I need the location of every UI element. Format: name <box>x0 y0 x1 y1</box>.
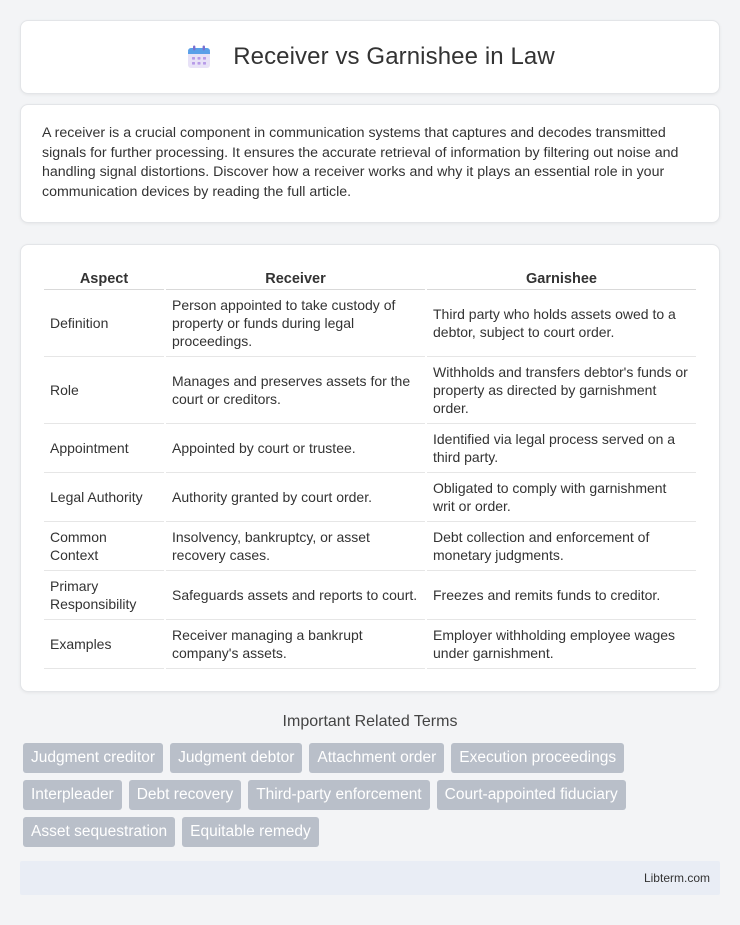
table-row <box>44 571 696 620</box>
tag-attachment-order[interactable]: Attachment order <box>309 743 444 773</box>
tag-execution-proceedings[interactable]: Execution proceedings <box>451 743 624 773</box>
cell-aspect: Examples <box>44 620 164 669</box>
tag-judgment-creditor[interactable]: Judgment creditor <box>23 743 163 773</box>
cell-receiver: Receiver managing a bankrupt company's assets. <box>166 620 425 669</box>
cell-garnishee: Identified via legal process served on a third party. <box>427 424 696 473</box>
cell-garnishee: Withholds and transfers debtor's funds or property as directed by garnishment order. <box>427 357 696 424</box>
cell-aspect: Definition <box>44 290 164 357</box>
table-row <box>44 357 696 424</box>
cell-aspect: Common Context <box>44 522 164 571</box>
comparison-table <box>42 265 698 669</box>
tag-asset-sequestration[interactable]: Asset sequestration <box>23 817 175 847</box>
related-terms-title: Important Related Terms <box>282 713 458 730</box>
tag-interpleader[interactable]: Interpleader <box>23 780 122 810</box>
footer <box>20 861 720 895</box>
cell-garnishee: Third party who holds assets owed to a debtor, subject to court order. <box>427 290 696 357</box>
intro-card <box>20 104 720 223</box>
tag-court-appointed-fiduciary[interactable]: Court-appointed fiduciary <box>437 780 626 810</box>
intro-text: A receiver is a crucial component in communication systems that captures and decodes transmitted signals for further processing. It ensures the accurate retrieval of information by filtering out noise and handling signal distortions. Discover how a receiver works and why it plays an essential role in your communication devices by reading the full article. <box>42 125 679 200</box>
header-card <box>20 20 720 94</box>
footer-site-link[interactable]: Libterm.com <box>643 871 710 885</box>
cell-garnishee: Debt collection and enforcement of monetary judgments. <box>427 522 696 571</box>
table-row <box>44 290 696 357</box>
cell-aspect: Legal Authority <box>44 473 164 522</box>
table-header-row <box>44 265 696 290</box>
cell-garnishee: Employer withholding employee wages under garnishment. <box>427 620 696 669</box>
table-row <box>44 424 696 473</box>
cell-receiver: Insolvency, bankruptcy, or asset recovery cases. <box>166 522 425 571</box>
tag-debt-recovery[interactable]: Debt recovery <box>129 780 241 810</box>
page-title: Receiver vs Garnishee in Law <box>233 43 555 70</box>
header-receiver: Receiver <box>166 265 425 290</box>
cell-receiver: Authority granted by court order. <box>166 473 425 522</box>
table-row <box>44 620 696 669</box>
cell-receiver: Appointed by court or trustee. <box>166 424 425 473</box>
table-row <box>44 522 696 571</box>
cell-aspect: Primary Responsibility <box>44 571 164 620</box>
cell-garnishee: Freezes and remits funds to creditor. <box>427 571 696 620</box>
cell-receiver: Safeguards assets and reports to court. <box>166 571 425 620</box>
cell-aspect: Role <box>44 357 164 424</box>
header-aspect: Aspect <box>44 265 164 290</box>
cell-receiver: Person appointed to take custody of property or funds during legal proceedings. <box>166 290 425 357</box>
table-row <box>44 473 696 522</box>
tag-third-party-enforcement[interactable]: Third-party enforcement <box>248 780 429 810</box>
cell-garnishee: Obligated to comply with garnishment writ or order. <box>427 473 696 522</box>
cell-aspect: Appointment <box>44 424 164 473</box>
calendar-icon <box>185 43 213 71</box>
comparison-card <box>20 244 720 692</box>
header-garnishee: Garnishee <box>427 265 696 290</box>
cell-receiver: Manages and preserves assets for the court or creditors. <box>166 357 425 424</box>
related-terms-list <box>20 743 720 847</box>
tag-judgment-debtor[interactable]: Judgment debtor <box>170 743 302 773</box>
tag-equitable-remedy[interactable]: Equitable remedy <box>182 817 319 847</box>
